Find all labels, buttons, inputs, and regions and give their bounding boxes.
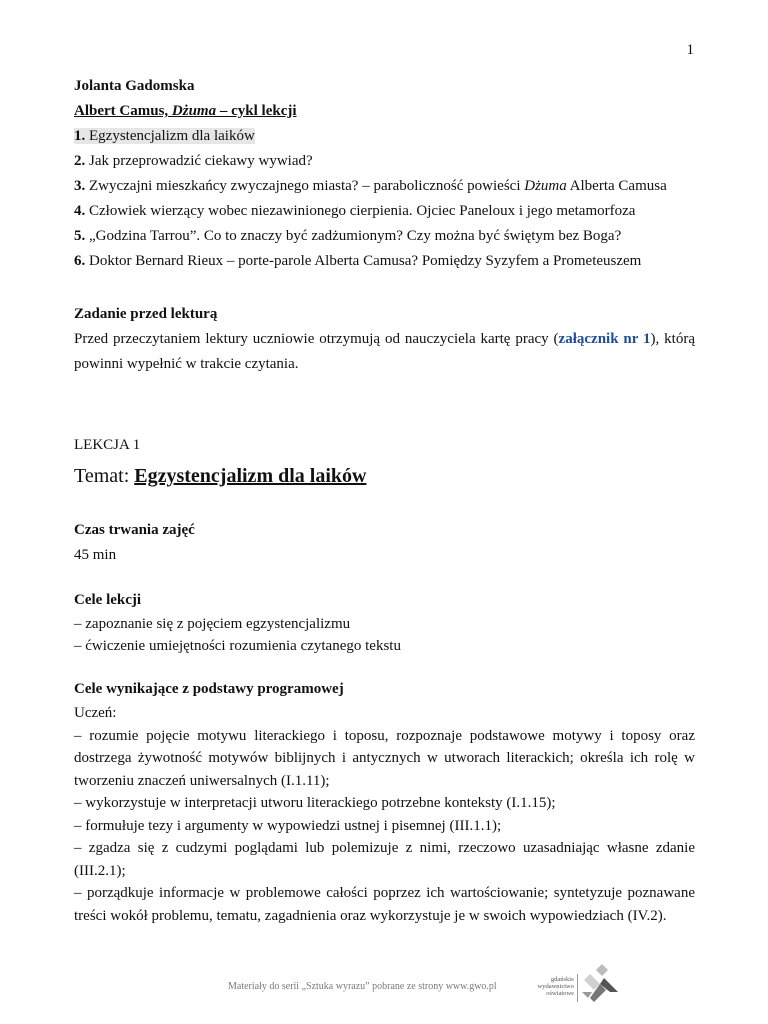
lesson-title-part: „Godzina Tarrou”. Co to znaczy być zadżumionym? Czy można być świętym bez Boga? (85, 228, 622, 244)
goals-list (74, 613, 695, 657)
lesson-title-part: Jak przeprowadzić ciekawy wywiad? (85, 153, 313, 169)
lesson-number: 2. (74, 153, 86, 169)
lesson-item-text (74, 128, 255, 144)
lesson-item-text (74, 228, 621, 244)
publisher-logo (534, 962, 624, 1006)
curriculum-item: – zgadza się z cudzymi poglądami lub polemizuje z nimi, rzeczowo uzasadniając własne zdanie (III.2.1); (74, 840, 695, 879)
lesson-label: LEKCJA 1 (74, 437, 141, 453)
lesson-item-1 (74, 124, 695, 149)
author-name: Jolanta Gadomska (74, 78, 195, 94)
series-work: Dżuma (171, 103, 217, 119)
duration-value: 45 min (74, 547, 117, 563)
duration-heading: Czas trwania zajęć (74, 522, 195, 538)
lesson-title-part: Egzystencjalizm dla laików (85, 128, 255, 144)
lesson-item-text (74, 253, 641, 269)
curriculum-intro: Uczeń: (74, 705, 117, 721)
lesson-item-text (74, 153, 313, 169)
page-number: 1 (686, 42, 694, 58)
footer-text: Materiały do serii „Sztuka wyrazu” pobrane ze strony www.gwo.pl (228, 981, 497, 992)
lesson-title-part: Zwyczajni mieszkańcy zwyczajnego miasta? – paraboliczność powieści (85, 178, 525, 194)
lesson-title-part: Alberta Camusa (566, 178, 667, 194)
goals-heading: Cele lekcji (74, 592, 142, 608)
lesson-item-6 (74, 249, 695, 274)
curriculum-heading: Cele wynikające z podstawy programowej (74, 681, 344, 697)
logo-line-1: gdańskie (550, 976, 574, 983)
lesson-number: 6. (74, 253, 86, 269)
logo-divider (577, 974, 578, 1002)
topic-title: Egzystencjalizm dla laików (134, 465, 367, 487)
attachment-link[interactable]: załącznik nr 1 (558, 331, 651, 347)
curriculum-item: – rozumie pojęcie motywu literackiego i toposu, rozpoznaje podstawowe motywy i toposy oraz dostrzega żywotność motywów biblijnych i antycznych w utworach literackich; określa ich rolę w tworzeniu znaczeń uniwersalnych (I.1.11); (74, 727, 695, 789)
topic-line (74, 462, 695, 490)
curriculum-item: – formułuje tezy i argumenty w wypowiedzi ustnej i pisemnej (III.1.1); (74, 817, 502, 834)
lesson-number: 4. (74, 203, 86, 219)
lesson-title-part: Dżuma (524, 178, 567, 194)
pre-reading-heading: Zadanie przed lekturą (74, 306, 218, 322)
lesson-number: 3. (74, 178, 86, 194)
pre-reading-text-before: Przed przeczytaniem lektury uczniowie otrzymują od nauczyciela kartę pracy ( (74, 331, 559, 347)
document-body (74, 74, 695, 927)
gwo-logo-icon (580, 962, 622, 1002)
lesson-list (74, 124, 695, 274)
lesson-number: 1. (74, 128, 86, 144)
series-suffix: – cykl lekcji (216, 103, 297, 119)
logo-line-3: oświatowe (546, 990, 574, 997)
topic-label: Temat: (74, 465, 135, 487)
lesson-item-2 (74, 149, 695, 174)
goal-item: – ćwiczenie umiejętności rozumienia czytanego tekstu (74, 638, 401, 654)
curriculum-list (74, 725, 695, 928)
series-title (74, 99, 695, 124)
curriculum-item: – porządkuje informacje w problemowe całości poprzez ich wartościowanie; syntetyzuje poznawane treści wokół problemu, tematu, zagadnienia oraz wykorzystuje je w swoich wypowiedziach (IV.2). (74, 885, 695, 924)
lesson-item-5 (74, 224, 695, 249)
lesson-item-text (74, 178, 667, 194)
curriculum-item: – wykorzystuje w interpretacji utworu literackiego potrzebne konteksty (I.1.15); (74, 795, 556, 811)
lesson-number: 5. (74, 228, 86, 244)
lesson-item-4 (74, 199, 695, 224)
goal-item: – zapoznanie się z pojęciem egzystencjalizmu (74, 616, 351, 632)
lesson-title-part: Doktor Bernard Rieux – porte-parole Alberta Camusa? Pomiędzy Syzyfem a Prometeuszem (85, 253, 642, 269)
logo-text (534, 976, 574, 997)
lesson-item-text (74, 203, 635, 219)
lesson-item-3 (74, 174, 695, 199)
pre-reading-text (74, 327, 695, 377)
series-prefix: Albert Camus, (74, 103, 172, 119)
logo-line-2: wydawnictwo (537, 983, 574, 990)
pre-reading-text-after: ), którą powinni wypełnić w trakcie czytania. (74, 331, 695, 372)
lesson-title-part: Człowiek wierzący wobec niezawinionego cierpienia. Ojciec Paneloux i jego metamorfoza (85, 203, 636, 219)
